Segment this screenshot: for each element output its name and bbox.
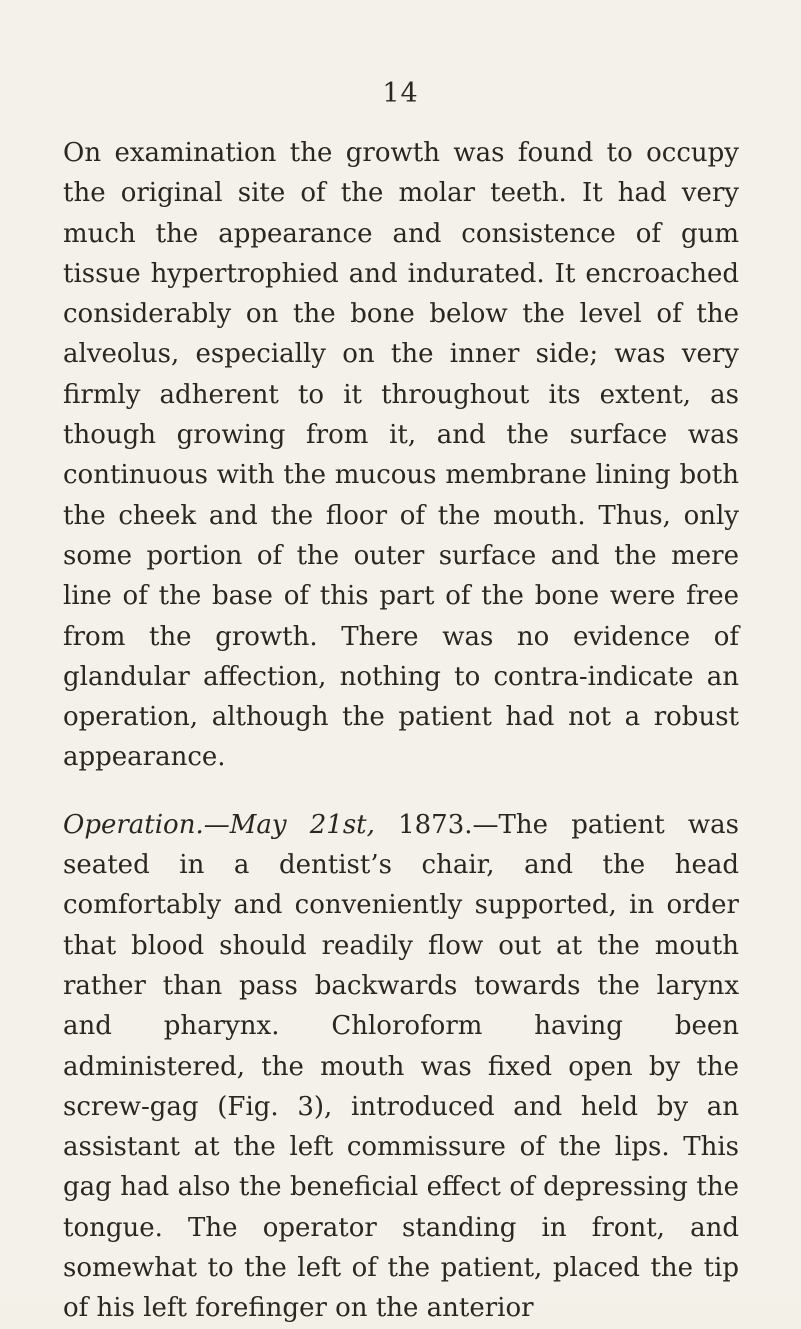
paragraph-examination	[63, 133, 739, 778]
page-number: 14	[382, 78, 419, 109]
paragraph-operation	[63, 805, 739, 1329]
paragraph-examination-text: On examination the growth was found to occupy the original site of the molar teeth. It had very much the appearance and consistence of gum tissue hypertrophied and indurated. It encroached considerably on the bone below the level of the alveolus, especially on the inner side; was very firmly adherent to it throughout its extent, as though growing from it, and the surface was continuous with the mucous membrane lining both the cheek and the floor of the mouth. Thus, only some portion of the outer surface and the mere line of the base of this part of the bone were free from the growth. There was no evidence of glandular affection, nothing to contra-indicate an operation, although the patient had not a robust appearance.	[63, 138, 739, 773]
body-text	[63, 133, 739, 1329]
paragraph-operation-text: 1873.—The patient was seated in a dentist’s chair, and the head comfortably and conveniently supported, in order that blood should readily flow out at the mouth rather than pass backwards towards the larynx and pharynx. Chloroform having been administered, the mouth was fixed open by the screw-gag (Fig. 3), introduced and held by an assistant at the left commissure of the lips. This gag had also the beneficial effect of depressing the tongue. The operator standing in front, and somewhat to the left of the patient, placed the tip of his left forefinger on the anterior	[63, 809, 740, 1324]
operation-date-day: 21st,	[309, 809, 375, 840]
operation-heading: Operation.—May	[63, 809, 287, 840]
